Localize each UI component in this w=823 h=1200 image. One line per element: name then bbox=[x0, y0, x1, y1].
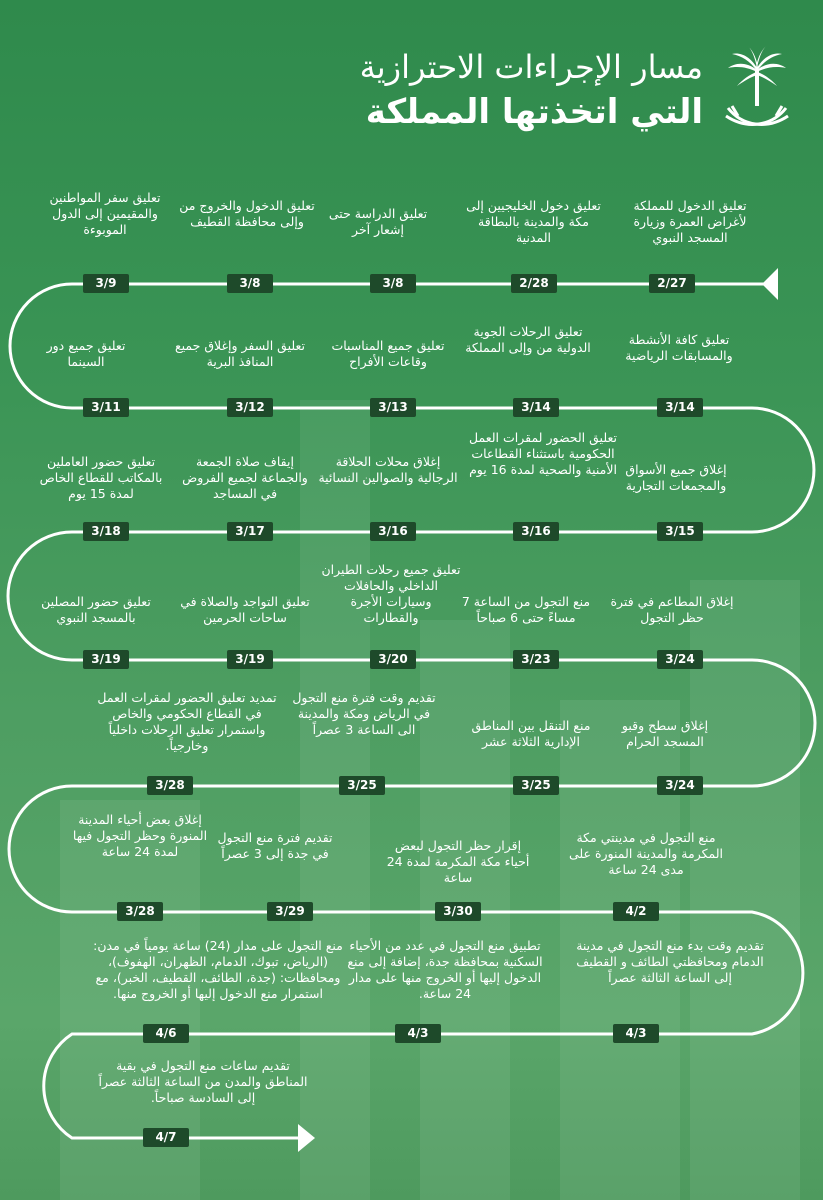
event-text: تعليق دخول الخليجيين إلى مكة والمدينة بالبطاقة المدنية bbox=[466, 198, 601, 245]
event-text: تعليق السفر وإغلاق جميع المنافذ البرية bbox=[175, 338, 305, 369]
event-text: تعليق الدخول والخروج من وإلى محافظة القطيف bbox=[179, 198, 315, 229]
event-text: تعليق حضور العاملين بالمكاتب للقطاع الخاص لمدة 15 يوم bbox=[39, 454, 163, 501]
date-badge: 3/19 bbox=[227, 650, 273, 669]
date-badge: 3/29 bbox=[267, 902, 313, 921]
date-badge: 3/30 bbox=[435, 902, 481, 921]
date-badge: 3/16 bbox=[513, 522, 559, 541]
date-badge: 3/12 bbox=[227, 398, 273, 417]
date-badge: 3/14 bbox=[513, 398, 559, 417]
event-text: تطبيق منع التجول في عدد من الأحياء السكنية بمحافظة جدة، إضافة إلى منع الدخول إليها أو الخروج منها على مدار 24 ساعة. bbox=[347, 938, 543, 1001]
event-text: منع التجول في مدينتي مكة المكرمة والمدينة المنورة على مدى 24 ساعة bbox=[568, 830, 724, 877]
event-text: تقديم وقت فترة منع التجول في الرياض ومكة والمدينة الى الساعة 3 عصراً bbox=[292, 690, 436, 737]
date-badge: 3/13 bbox=[370, 398, 416, 417]
event-text: تقديم فترة منع التجول في جدة إلى 3 عصراً bbox=[217, 830, 333, 861]
date-badge: 2/28 bbox=[511, 274, 557, 293]
event-text: تقديم ساعات منع التجول في بقية المناطق والمدن من الساعة الثالثة عصراً إلى السادسة صباحاً. bbox=[98, 1058, 308, 1105]
event-text: منع التجول على مدار (24) ساعة يومياً في مدن: (الرياض، تبوك، الدمام، الظهران، الهفوف)، ومحافظات: (جدة، الطائف، القطيف، الخبر)، مع استمرار منع الدخول إليها أو الخروج منها. bbox=[93, 938, 343, 1001]
event-text: تعليق الدخول للمملكة لأغراض العمرة وزيارة المسجد النبوي bbox=[633, 198, 747, 245]
event-text: إيقاف صلاة الجمعة والجماعة لجميع الفروض في المساجد bbox=[182, 454, 308, 501]
date-badge: 3/18 bbox=[83, 522, 129, 541]
date-badge: 4/2 bbox=[613, 902, 659, 921]
date-badge: 3/8 bbox=[227, 274, 273, 293]
date-badge: 4/3 bbox=[395, 1024, 441, 1043]
date-badge: 4/6 bbox=[143, 1024, 189, 1043]
date-badge: 3/15 bbox=[657, 522, 703, 541]
date-badge: 3/19 bbox=[83, 650, 129, 669]
event-text: إغلاق محلات الحلاقة الرجالية والصوالين النسائية bbox=[318, 454, 458, 485]
event-text: تعليق الحضور لمقرات العمل الحكومية باستثناء القطاعات الأمنية والصحية لمدة 16 يوم bbox=[469, 430, 617, 477]
date-badge: 3/14 bbox=[657, 398, 703, 417]
event-text: تعليق جميع المناسبات وقاعات الأفراح bbox=[331, 338, 445, 369]
event-text: إغلاق سطح وقبو المسجد الحرام bbox=[621, 718, 709, 749]
date-badge: 3/11 bbox=[83, 398, 129, 417]
date-badge: 3/23 bbox=[513, 650, 559, 669]
event-text: تقديم وقت بدء منع التجول في مدينة الدمام ومحافظتي الطائف و القطيف إلى الساعة الثالثة عصراً bbox=[576, 938, 764, 985]
date-badge: 3/24 bbox=[657, 650, 703, 669]
event-text: منع التنقل بين المناطق الإدارية الثلاثة عشر bbox=[471, 718, 591, 749]
date-badge: 3/9 bbox=[83, 274, 129, 293]
event-text: تعليق جميع دور السينما bbox=[46, 338, 126, 369]
date-badge: 3/24 bbox=[657, 776, 703, 795]
date-badge: 4/3 bbox=[613, 1024, 659, 1043]
date-badge: 3/8 bbox=[370, 274, 416, 293]
date-badge: 4/7 bbox=[143, 1128, 189, 1147]
event-text: تعليق الرحلات الجوية الدولية من وإلى المملكة bbox=[465, 324, 591, 355]
title-line-1: مسار الإجراءات الاحترازية bbox=[359, 48, 703, 86]
date-badge: 3/25 bbox=[339, 776, 385, 795]
date-badge: 3/16 bbox=[370, 522, 416, 541]
event-text: إغلاق بعض أحياء المدينة المنورة وحظر التجول فيها لمدة 24 ساعة bbox=[72, 812, 208, 859]
event-text: تعليق حضور المصلين بالمسجد النبوي bbox=[41, 594, 151, 625]
event-text: تمديد تعليق الحضور لمقرات العمل في القطاع الحكومي والخاص واستمرار تعليق الرحلات داخلياً وخارجياً. bbox=[97, 690, 277, 753]
event-text: تعليق كافة الأنشطة والمسابقات الرياضية bbox=[625, 332, 733, 363]
event-text: تعليق سفر المواطنين والمقيمين إلى الدول الموبوءة bbox=[49, 190, 161, 237]
event-text: إقرار حظر التجول لبعض أحياء مكة المكرمة لمدة 24 ساعة bbox=[386, 838, 530, 885]
track-end-arrow-icon bbox=[298, 1124, 315, 1152]
event-text: تعليق جميع رحلات الطيران الداخلي والحافلات وسيارات الأجرة والقطارات bbox=[321, 562, 461, 625]
event-text: إغلاق جميع الأسواق والمجمعات التجارية bbox=[625, 462, 727, 493]
date-badge: 3/28 bbox=[117, 902, 163, 921]
event-text: منع التجول من الساعة 7 مساءً حتى 6 صباحاً bbox=[461, 594, 591, 625]
event-text: إغلاق المطاعم في فترة حظر التجول bbox=[610, 594, 734, 625]
date-badge: 2/27 bbox=[649, 274, 695, 293]
date-badge: 3/17 bbox=[227, 522, 273, 541]
date-badge: 3/20 bbox=[370, 650, 416, 669]
title-line-2: التي اتخذتها المملكة bbox=[365, 92, 703, 132]
event-text: تعليق التواجد والصلاة في ساحات الحرمين bbox=[180, 594, 310, 625]
date-badge: 3/25 bbox=[513, 776, 559, 795]
date-badge: 3/28 bbox=[147, 776, 193, 795]
track-start-arrow-icon bbox=[762, 268, 778, 300]
event-text: تعليق الدراسة حتى إشعار آخر bbox=[328, 206, 428, 237]
